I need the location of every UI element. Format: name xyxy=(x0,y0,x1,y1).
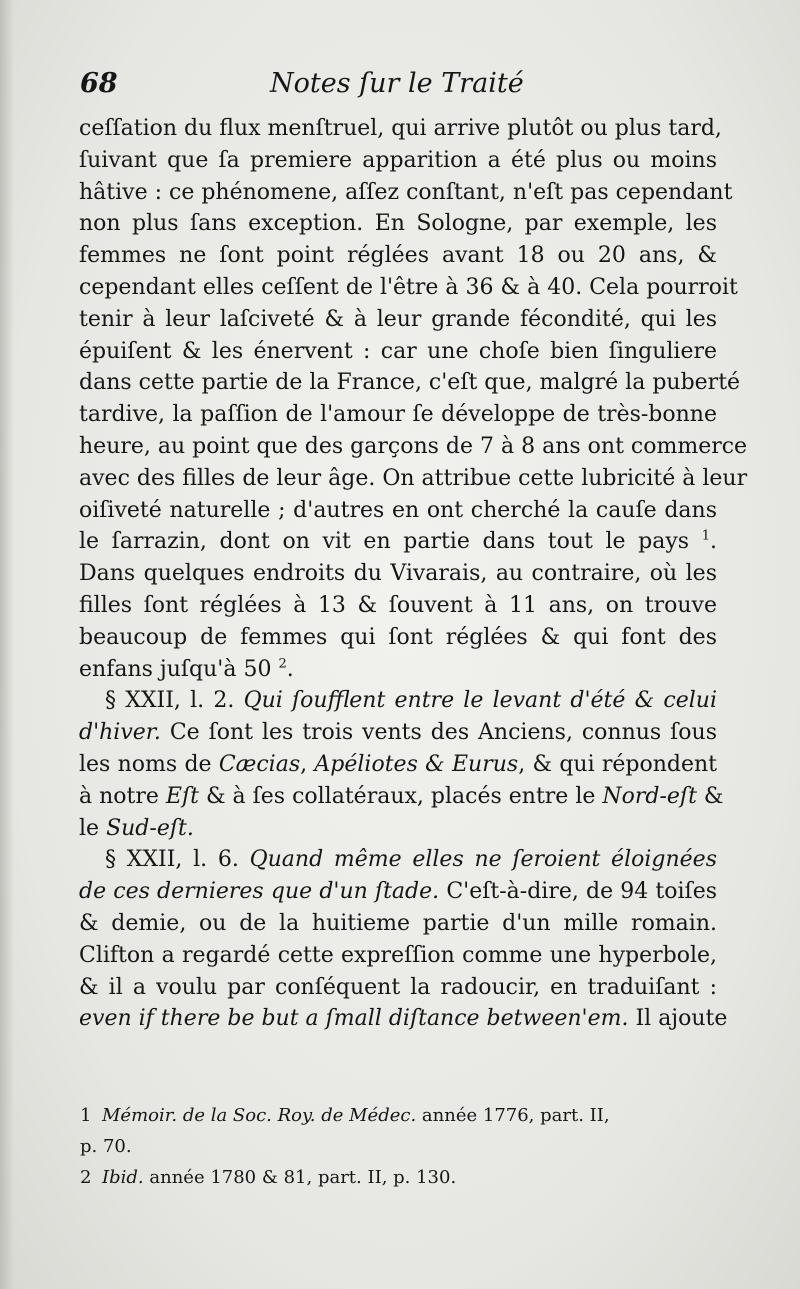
text-line: oiſiveté naturelle ; d'autres en ont cherché la cauſe dans xyxy=(79,497,717,523)
quoted-text: even if there be but a ſmall diſtance between'em. xyxy=(79,1006,629,1032)
direction-name: Nord-eſt xyxy=(602,783,697,809)
direction-name: Eſt xyxy=(165,783,199,809)
line-text: & à ſes collatéraux, placés entre le xyxy=(205,783,596,809)
line-text: C'eſt-à-dire, de 94 toiſes xyxy=(446,879,717,905)
footnote-detail: année 1780 & 81, part. II, p. 130. xyxy=(149,1167,457,1188)
text-line xyxy=(79,749,717,781)
text-line: ſuivant que ſa premiere apparition a été plus ou moins xyxy=(79,147,717,173)
section-ref: § XXII, l. 2. xyxy=(105,688,235,714)
text-line xyxy=(79,844,717,876)
footnote-ref-2: 2 xyxy=(278,656,287,672)
footnote-1 xyxy=(80,1100,720,1131)
footnote-source: Mémoir. de la Soc. Roy. de Médec. xyxy=(102,1105,417,1126)
line-text: le xyxy=(79,815,100,841)
text-line xyxy=(79,1003,728,1035)
line-text: à notre xyxy=(79,783,159,809)
page-number: 68 xyxy=(80,68,118,99)
text-line: hâtive : ce phénomene, aſſez conſtant, n'eſt pas cependant xyxy=(79,179,733,205)
text-line: beaucoup de femmes qui ſont réglées & qui font des xyxy=(79,624,717,650)
text-line: & demie, ou de la huitieme partie d'un mille romain. xyxy=(79,910,717,936)
line-punct: , xyxy=(300,751,308,777)
wind-name: Cæcias xyxy=(218,751,301,777)
quoted-text: Qui ſoufflent entre le levant d'été & celui xyxy=(243,688,717,714)
direction-name: Sud-eſt. xyxy=(106,815,194,841)
wind-name: Apéliotes & Eurus xyxy=(314,751,519,777)
text-line xyxy=(79,526,717,558)
line-punct: . xyxy=(286,656,294,682)
footnote-2 xyxy=(80,1162,720,1193)
text-line: Clifton a regardé cette expreſſion comme une hyperbole, xyxy=(79,942,717,968)
line-text: , & qui répondent xyxy=(518,751,718,777)
text-line: Dans quelques endroits du Vivarais, au contraire, où les xyxy=(79,561,717,587)
section-ref: § XXII, l. 6. xyxy=(105,847,239,873)
footnotes xyxy=(80,1100,720,1193)
footnote-detail: année 1776, part. II, xyxy=(421,1105,610,1126)
running-head: Notes ſur le Traité xyxy=(270,68,524,99)
quoted-text: de ces dernieres que d'un ſtade. xyxy=(79,879,440,905)
page-header xyxy=(80,68,720,104)
footnote-source: Ibid. xyxy=(102,1167,144,1188)
text-line: dans cette partie de la France, c'eſt que, malgré la puberté xyxy=(79,370,741,396)
page-gutter-shadow xyxy=(0,0,14,1289)
line-text: Ce ſont les trois vents des Anciens, connus ſous xyxy=(169,720,717,746)
text-line: avec des filles de leur âge. On attribue cette lubricité à leur xyxy=(79,465,748,491)
body-text xyxy=(79,113,748,1035)
text-line xyxy=(79,813,717,845)
text-line xyxy=(79,876,717,908)
text-line: tardive, la paſſion de l'amour ſe développe de très-bonne xyxy=(79,402,717,428)
footnote-ref-1: 1 xyxy=(701,529,710,545)
text-line: & il a voulu par conſéquent la radoucir, en traduiſant : xyxy=(79,974,717,1000)
text-line: tenir à leur laſciveté & à leur grande fécondité, qui les xyxy=(79,306,717,332)
line-text: Il ajoute xyxy=(635,1006,728,1032)
quoted-text: d'hiver. xyxy=(79,720,161,746)
text-line: non plus ſans exception. En Sologne, par exemple, les xyxy=(79,211,717,237)
line-text: & xyxy=(703,783,724,809)
line-punct: . xyxy=(709,529,717,555)
text-line xyxy=(79,781,724,813)
text-line: filles ſont réglées à 13 & ſouvent à 11 ans, on trouve xyxy=(79,592,717,618)
quoted-text: Quand même elles ne ſeroient éloignées xyxy=(249,847,717,873)
footnote-1-continued: p. 70. xyxy=(80,1136,132,1157)
text-line: épuiſent & les énervent : car une choſe bien ſinguliere xyxy=(79,338,717,364)
line-text: le ſarrazin, dont on vit en partie dans tout le pays xyxy=(79,529,690,555)
text-line: heure, au point que des garçons de 7 à 8 ans ont commerce xyxy=(79,433,748,459)
text-line: ceſſation du flux menſtruel, qui arrive plutôt ou plus tard, xyxy=(79,116,722,141)
text-line: cependant elles ceſſent de l'être à 36 & à 40. Cela pourroit xyxy=(79,274,738,300)
text-line xyxy=(79,717,717,749)
text-line: femmes ne ſont point réglées avant 18 ou 20 ans, & xyxy=(79,243,717,269)
line-text: les noms de xyxy=(79,751,212,777)
line-text: enfans juſqu'à 50 xyxy=(79,656,272,682)
footnote-number: 2 xyxy=(80,1167,92,1188)
text-line xyxy=(79,654,717,686)
text-line xyxy=(79,685,717,717)
footnote-number: 1 xyxy=(80,1105,92,1126)
